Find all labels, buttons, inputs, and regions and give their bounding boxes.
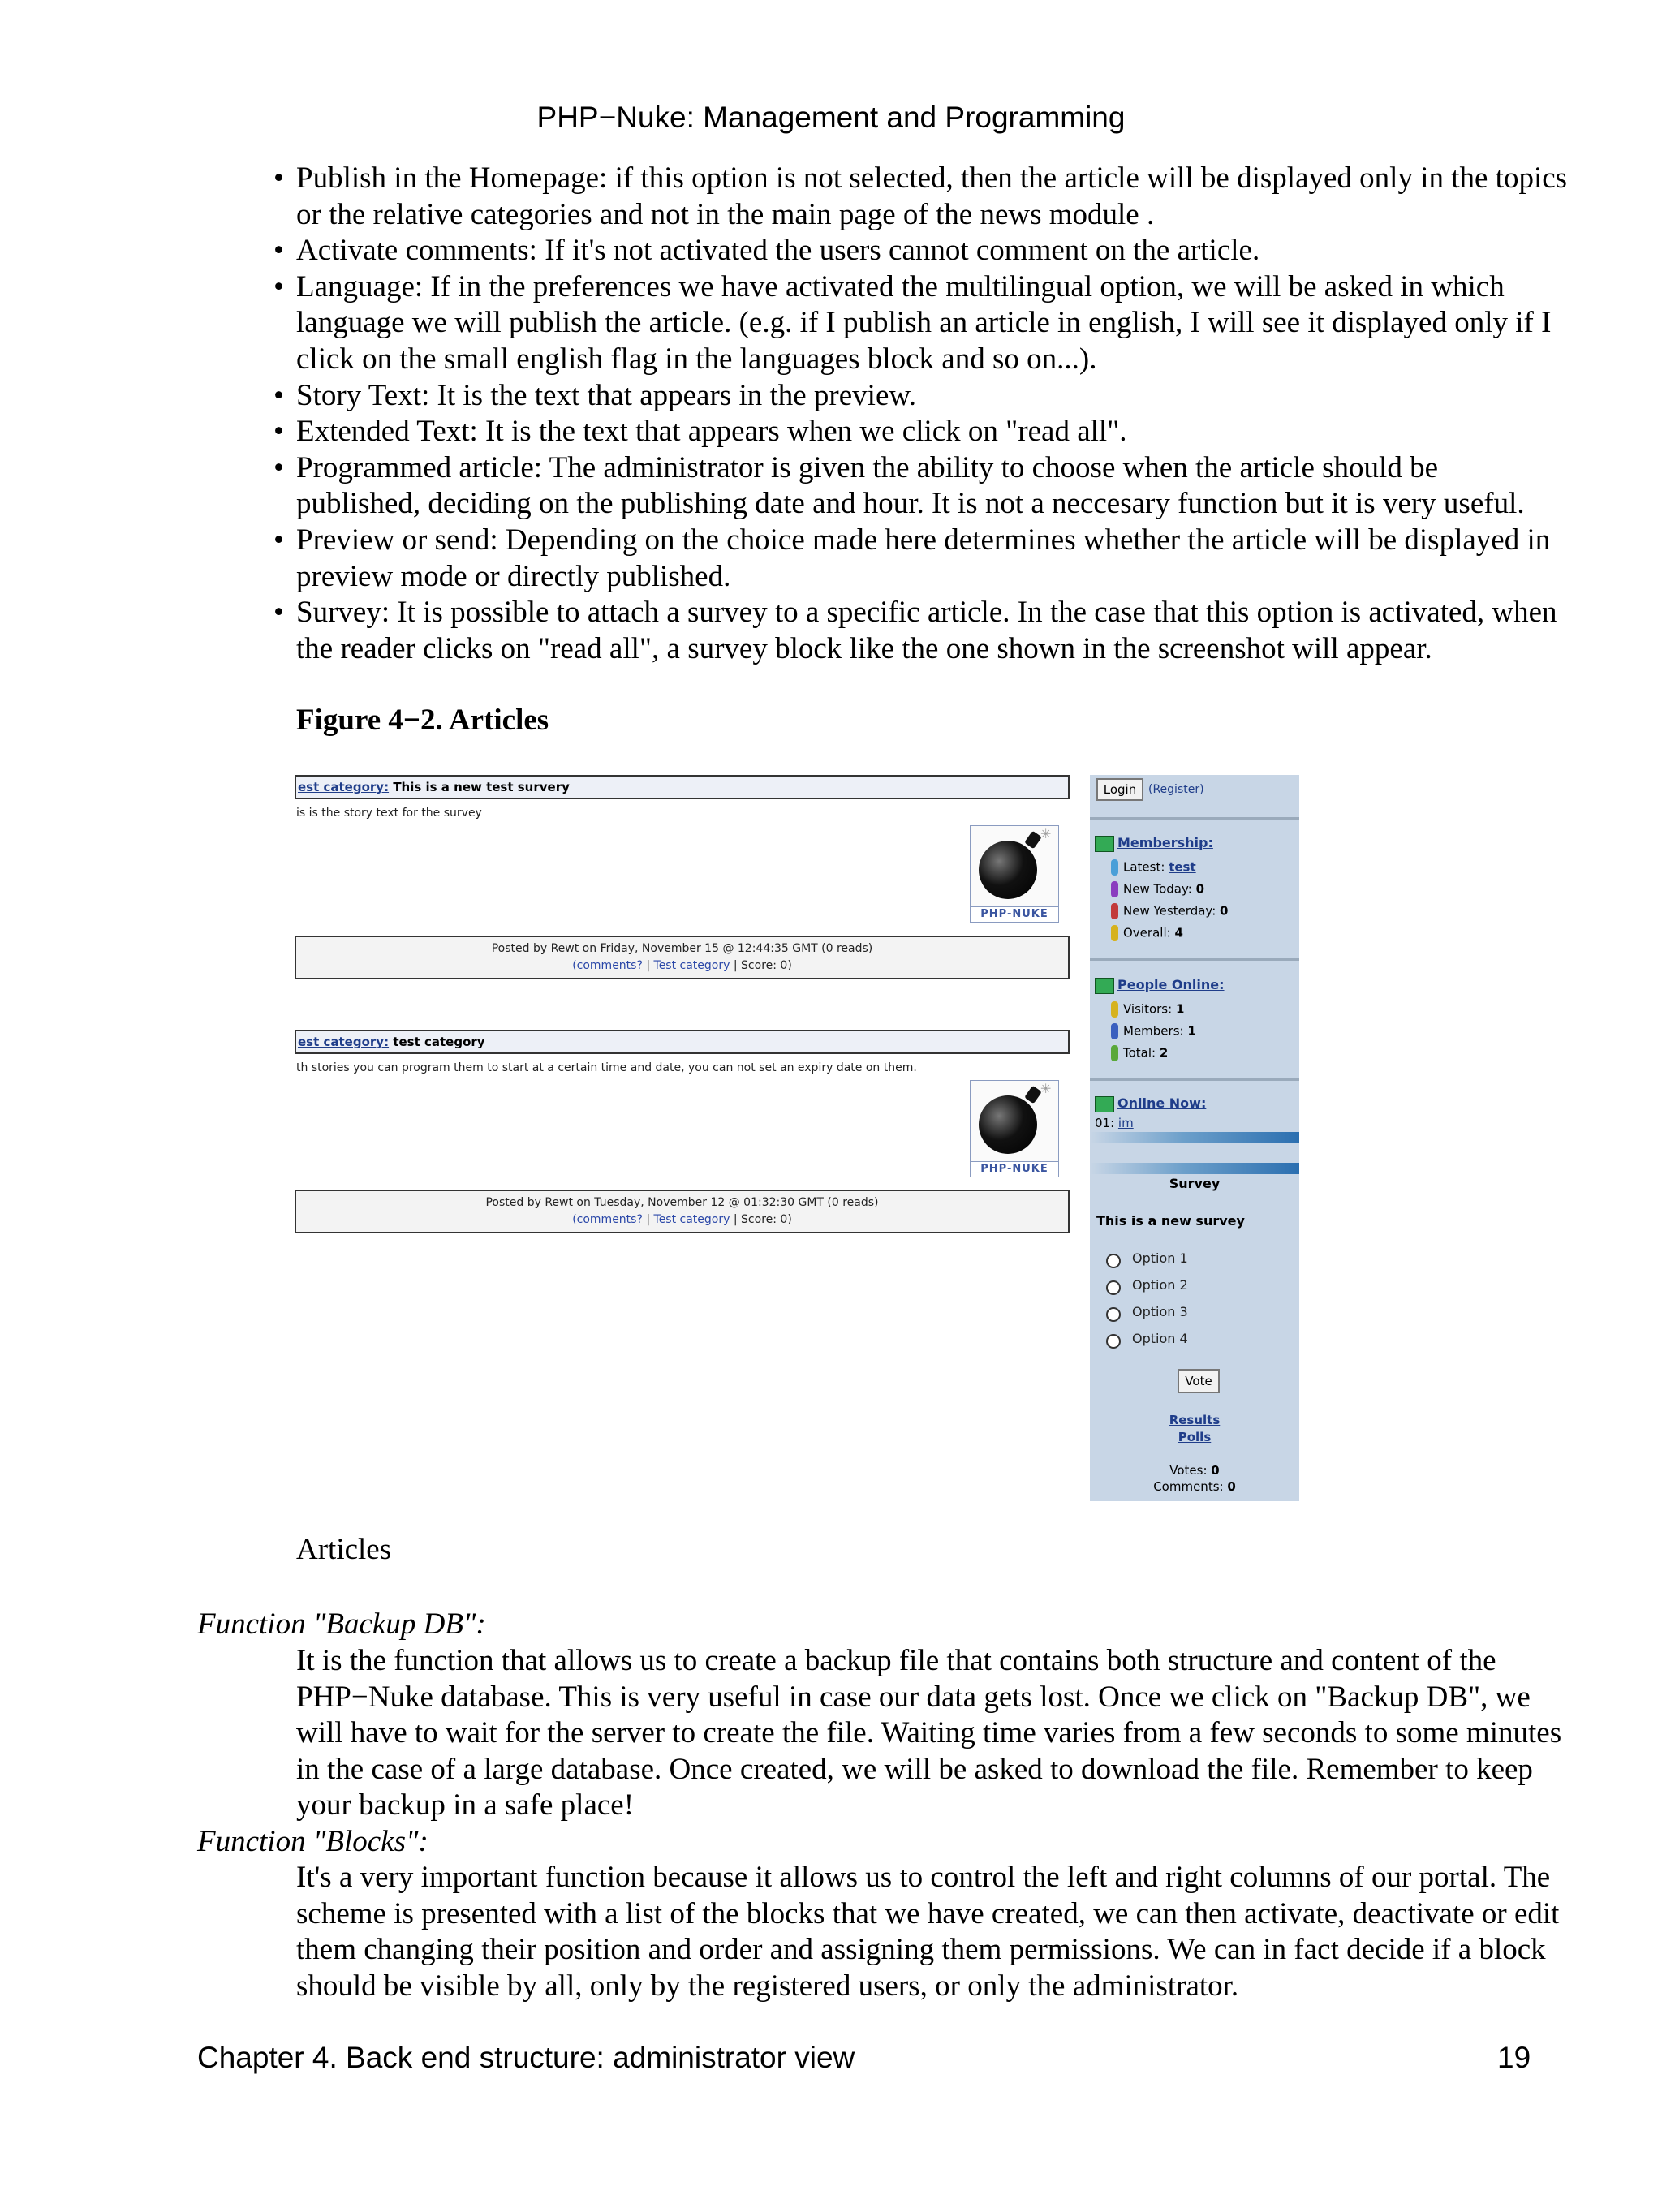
people-total: Total: 2: [1111, 1045, 1168, 1061]
articles-screenshot: [295, 775, 1301, 1501]
bullet-icon: •: [273, 450, 284, 484]
membership-new-yesterday: New Yesterday: 0: [1111, 903, 1228, 919]
sidebar-divider: [1090, 958, 1299, 961]
login-button[interactable]: Login: [1096, 778, 1143, 801]
list-item: • Preview or send: Depending on the choice made here determines whether the article will be displayed in preview mode or directly published.: [273, 523, 1551, 593]
membership-new-today: New Today: 0: [1111, 881, 1204, 897]
article-posted-line: Posted by Rewt on Tuesday, November 12 @ 01:32:30 GMT (0 reads): [485, 1196, 879, 1209]
person-icon: [1111, 1045, 1118, 1061]
block-stripe: [1090, 1132, 1299, 1143]
membership-overall: Overall: 4: [1111, 925, 1183, 941]
function-blocks-body: It's a very important function because it allows us to control the left and right columns of our portal. The scheme is presented with a list of the blocks that we have created, we can then activate, deactivate or edit them changing their position and order and assigning them permissions. We can in fact decide if a block should be visible by all, only by the registered users, or only the administrator.: [296, 1861, 1560, 2003]
list-item: • Survey: It is possible to attach a survey to a specific article. In the case that this option is activated, when the reader clicks on "read all", a survey block like the one shown in the screenshot will appear.: [273, 596, 1557, 665]
article-footer-bar: [295, 936, 1070, 979]
page-header: PHP−Nuke: Management and Programming: [536, 101, 1126, 134]
sidebar: [1090, 775, 1299, 1501]
survey-option-label: Option 3: [1132, 1304, 1188, 1319]
survey-option-label: Option 1: [1132, 1250, 1188, 1266]
article-links-line: (comments? | Test category | Score: 0): [572, 1213, 792, 1226]
comments-link[interactable]: (comments?: [572, 1213, 643, 1226]
vote-button[interactable]: Vote: [1178, 1369, 1220, 1393]
list-item: • Publish in the Homepage: if this option is not selected, then the article will be displayed only in the topics or the relative categories and not in the main page of the news module .: [273, 161, 1568, 231]
person-icon: [1111, 859, 1118, 876]
list-item: • Extended Text: It is the text that appears when we click on "read all".: [270, 414, 1569, 450]
register-link[interactable]: (Register): [1148, 783, 1204, 796]
logo-label: PHP-NUKE: [971, 1161, 1058, 1177]
survey-question: This is a new survey: [1096, 1213, 1245, 1229]
spark-icon: ✳: [1040, 1081, 1052, 1096]
survey-option-radio[interactable]: [1106, 1280, 1121, 1295]
logo-label: PHP-NUKE: [971, 906, 1058, 922]
php-nuke-logo: [970, 1080, 1059, 1177]
online-now-heading: Online Now:: [1095, 1095, 1206, 1112]
article-story-text: th stories you can program them to start at a certain time and date, you can not set an expiry date on them.: [296, 1061, 917, 1074]
survey-title: Survey: [1169, 1176, 1221, 1191]
sidebar-divider: [1090, 817, 1299, 820]
footer-page-number: 19: [1497, 2041, 1531, 2074]
bullet-icon: •: [273, 596, 284, 630]
bomb-icon: [979, 841, 1037, 899]
survey-option-radio[interactable]: [1106, 1307, 1121, 1322]
people-online-heading: People Online:: [1095, 977, 1225, 994]
survey-comments: Comments: 0: [1153, 1479, 1236, 1494]
article-title-bar: [295, 1030, 1070, 1054]
person-icon: [1111, 881, 1118, 897]
survey-option-radio[interactable]: [1106, 1254, 1121, 1268]
online-now-user: 01: im: [1095, 1116, 1134, 1130]
person-icon: [1111, 925, 1118, 941]
category-link[interactable]: Test category: [653, 959, 730, 972]
article-title: This is a new test survery: [393, 780, 570, 794]
figure-subcaption: Articles: [296, 1533, 392, 1566]
people-visitors: Visitors: 1: [1111, 1001, 1184, 1018]
spark-icon: ✳: [1040, 826, 1052, 841]
bomb-icon: [979, 1095, 1037, 1154]
person-icon: [1111, 903, 1118, 919]
list-item: • Activate comments: If it's not activated the users cannot comment on the article.: [270, 233, 1569, 269]
article-links-line: (comments? | Test category | Score: 0): [572, 959, 792, 972]
polls-link: Polls: [1178, 1430, 1212, 1444]
sidebar-divider: [1090, 1078, 1299, 1081]
survey-option-label: Option 2: [1132, 1277, 1188, 1293]
function-backup-body: It is the function that allows us to create a backup file that contains both structure and content of the PHP−Nuke database. This is very useful in case our data gets lost. Once we click on "Backup DB", we will have to wait for the server to create the file. Waiting time varies from a few seconds to some minutes in the case of a large database. Once created, we will be asked to download the file. Remember to keep your backup in a safe place!: [296, 1644, 1562, 1823]
php-nuke-logo: [970, 825, 1059, 923]
person-icon: [1111, 1023, 1118, 1039]
category-link[interactable]: Test category: [653, 1213, 730, 1226]
article-score: | Score: 0): [733, 959, 792, 972]
figure-caption: Figure 4−2. Articles: [296, 704, 549, 737]
online-group-icon: [1095, 1096, 1114, 1112]
bullet-icon: •: [273, 523, 284, 557]
person-icon: [1111, 1001, 1118, 1018]
article-footer-bar: [295, 1190, 1070, 1233]
list-item: • Programmed article: The administrator is given the ability to choose when the article should be published, deciding on the publishing date and hour. It is not a neccesary function but it is very useful.: [273, 450, 1525, 521]
footer-chapter: Chapter 4. Back end structure: administrator view: [197, 2041, 855, 2074]
people-members: Members: 1: [1111, 1023, 1196, 1039]
fuse-icon: [1024, 831, 1042, 850]
bullet-icon: •: [273, 269, 284, 303]
membership-latest: Latest: test: [1111, 859, 1196, 876]
list-item: • Language: If in the preferences we have activated the multilingual option, we will be asked in which language we will publish the article. (e.g. if I publish an article in english, I will see it displayed only if I click on the small english flag in the languages block and so on...).: [273, 269, 1552, 376]
survey-option-label: Option 4: [1132, 1331, 1188, 1346]
article-category-link[interactable]: est category:: [298, 1035, 390, 1049]
article-title-bar: [295, 775, 1070, 799]
survey-option-radio[interactable]: [1106, 1334, 1121, 1349]
survey-votes: Votes: 0: [1169, 1463, 1220, 1478]
comments-link[interactable]: (comments?: [572, 959, 643, 972]
bullet-icon: •: [273, 161, 284, 195]
article-category-link[interactable]: est category:: [298, 780, 390, 794]
article-title: test category: [393, 1035, 485, 1049]
people-group-icon: [1095, 978, 1114, 994]
bullet-icon: •: [273, 415, 284, 449]
article-posted-line: Posted by Rewt on Friday, November 15 @ 12:44:35 GMT (0 reads): [491, 942, 873, 955]
article-story-text: is is the story text for the survey: [296, 807, 482, 820]
members-group-icon: [1095, 836, 1114, 852]
fuse-icon: [1024, 1086, 1042, 1104]
article-score: | Score: 0): [733, 1213, 792, 1226]
list-item: • Story Text: It is the text that appears in the preview.: [270, 378, 1569, 415]
results-link: Results: [1169, 1413, 1221, 1427]
block-stripe: [1090, 1163, 1299, 1174]
bullet-icon: •: [273, 234, 284, 268]
function-backup-title: Function "Backup DB":: [197, 1607, 486, 1641]
option-bullet-list: [270, 161, 1569, 667]
bullet-icon: •: [273, 378, 284, 412]
function-blocks-title: Function "Blocks":: [197, 1825, 428, 1858]
membership-heading: Membership:: [1095, 835, 1213, 852]
